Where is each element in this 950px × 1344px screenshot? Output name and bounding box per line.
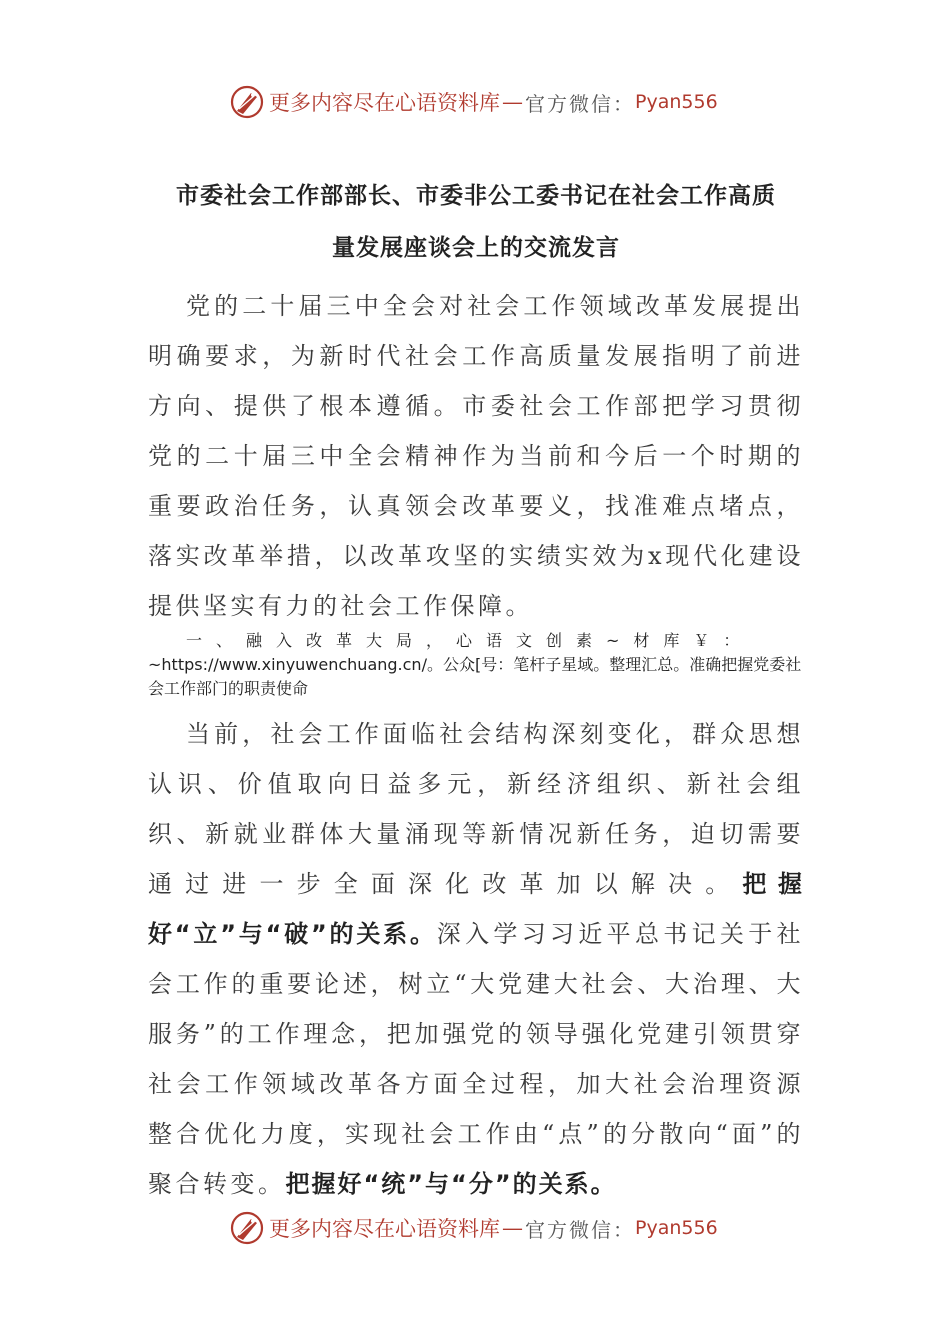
watermark-dash: — <box>502 90 523 114</box>
paragraph-intro: 党的二十届三中全会对社会工作领域改革发展提出明确要求，为新时代社会工作高质量发展指明了前进方向、提供了根本遵循。市委社会工作部把学习贯彻党的二十届三中全会精神作为当前和今后一个时期的重要政治任务，认真领会改革要义，找准难点堵点，落实改革举措，以改革攻坚的实绩实效为x现代化建设提供坚实有力的社会工作保障。 <box>148 292 804 620</box>
watermark-site-text: 更多内容尽在心语资料库 <box>269 91 500 115</box>
paragraph-section-1-bold-a: 把握好“立”与“破”的关系。 <box>148 870 805 948</box>
paragraph-section-1 <box>148 709 804 1209</box>
document-title-line-2: 量发展座谈会上的交流发言 <box>332 235 620 261</box>
paragraph-section-1-bold-b: 把握好“统”与“分”的关系。 <box>285 1170 617 1198</box>
watermark-footer <box>229 1208 729 1248</box>
section-heading-1-title: 一、融入改革大局，心语文创素~材库￥： <box>186 631 754 650</box>
watermark-label: 官方微信： <box>525 91 635 116</box>
pen-nib-logo-icon <box>229 84 265 120</box>
watermark-dash: — <box>502 1216 523 1240</box>
paragraph-section-1-text-b: 深入学习习近平总书记关于社会工作的重要论述，树立“大党建大社会、大治理、大服务”的工作理念，把加强党的领导强化党建引领贯穿社会工作领域改革各方面全过程，加大社会治理资源整合优化力度，实现社会工作由“点”的分散向“面”的聚合转变。 <box>148 920 804 1198</box>
paragraph-section-1-text-a: 当前，社会工作面临社会结构深刻变化，群众思想认识、价值取向日益多元，新经济组织、新社会组织、新就业群体大量涌现等新情况新任务，迫切需要通过进一步全面深化改革加以解决。 <box>148 720 804 898</box>
watermark-label: 官方微信： <box>525 1217 635 1242</box>
section-heading-1 <box>148 629 808 701</box>
pen-nib-logo-icon <box>229 1210 265 1246</box>
watermark-header <box>229 82 729 122</box>
watermark-wechat-id: Pyan556 <box>635 91 718 113</box>
watermark-wechat-id: Pyan556 <box>635 1217 718 1239</box>
watermark-site-text: 更多内容尽在心语资料库 <box>269 1217 500 1241</box>
section-heading-1-rest: ~https://www.xinyuwenchuang.cn/。公众[号：笔杆子星域。整理汇总。准确把握党委社会工作部门的职责使命 <box>148 655 802 698</box>
document-title-line-1: 市委社会工作部部长、市委非公工委书记在社会工作高质 <box>176 183 776 209</box>
